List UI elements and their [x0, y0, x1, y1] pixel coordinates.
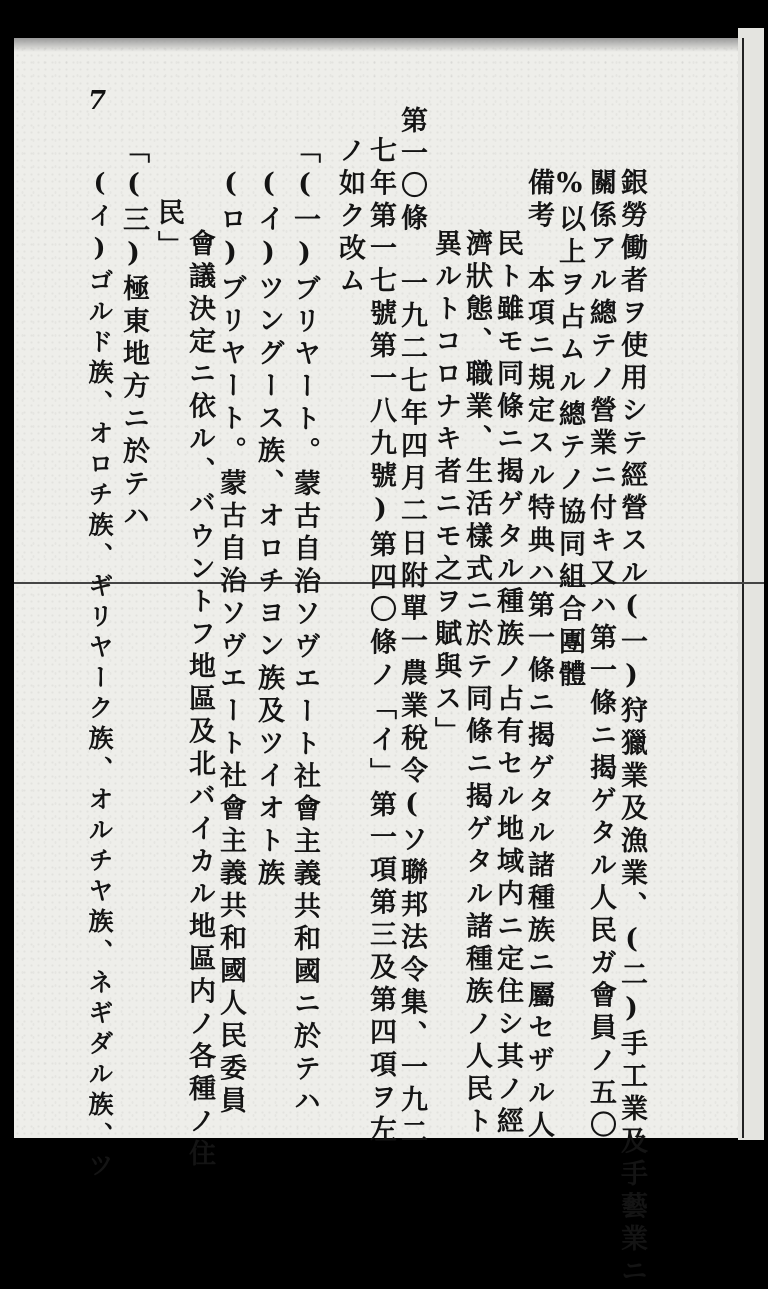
text-column-16: 「(三)極東地方ニ於テハ: [118, 136, 149, 534]
text-column-14: 會議決定ニ依ル、バウントフ地區及北バイカル地區内ノ各種ノ住: [184, 229, 215, 1172]
text-column-17: (イ)ゴルド族、オロチ族、ギリヤーク族、オルチヤ族、ネギダル族、ツ: [85, 168, 114, 1183]
text-column-13: (ロ)ブリヤート。蒙古自治ソヴエート社會主義共和國人民委員: [215, 168, 246, 1119]
text-column-8: 第一〇條 一九二七年四月二日附單一農業稅令(ソ聯邦法令集、一九二: [396, 106, 427, 1150]
text-column-5: 民ト雖モ同條ニ揭ゲタル種族ノ占有セル地域内ニ定住シ其ノ經: [492, 229, 523, 1139]
page-edge-line: [742, 38, 744, 1138]
text-column-15: 民」: [153, 198, 184, 263]
page-edge-strip: [738, 28, 764, 1140]
text-column-12: (イ)ツングース族、オロチヨン族及ツイオト族: [253, 168, 284, 891]
text-column-10: ノ如ク改ム: [334, 136, 365, 299]
text-column-6: 濟狀態、職業、生活樣式ニ於テ同條ニ揭ゲタル諸種族ノ人民ト: [461, 229, 492, 1139]
text-column-7: 異ルトコロナキ者ニモ之ヲ賦與ス」: [430, 229, 461, 749]
text-column-11: 「(一)ブリヤート。蒙古自治ソヴエート社會主義共和國ニ於テハ: [289, 136, 320, 1119]
text-column-1: 銀勞働者ヲ使用シテ經營スル(一)狩獵業及漁業、(二)手工業及手藝業ニ: [616, 168, 647, 1289]
page-number: 7: [88, 86, 107, 116]
scan-shadow: [14, 38, 738, 52]
text-column-3: %以上ヲ占ムル總テノ協同組合團體: [554, 168, 585, 692]
text-column-2: 關係アル總テノ營業ニ付キ又ハ第一條ニ揭ゲタル人民ガ會員ノ五〇: [585, 168, 616, 1143]
text-column-9: 七年第一七號第一八九號)第四〇條ノ「イ」第一項第三及第四項ヲ左: [365, 136, 396, 1148]
text-column-4: 備考 本項ニ規定スル特典ハ第一條ニ揭ゲタル諸種族ニ屬セザル人: [523, 168, 554, 1143]
